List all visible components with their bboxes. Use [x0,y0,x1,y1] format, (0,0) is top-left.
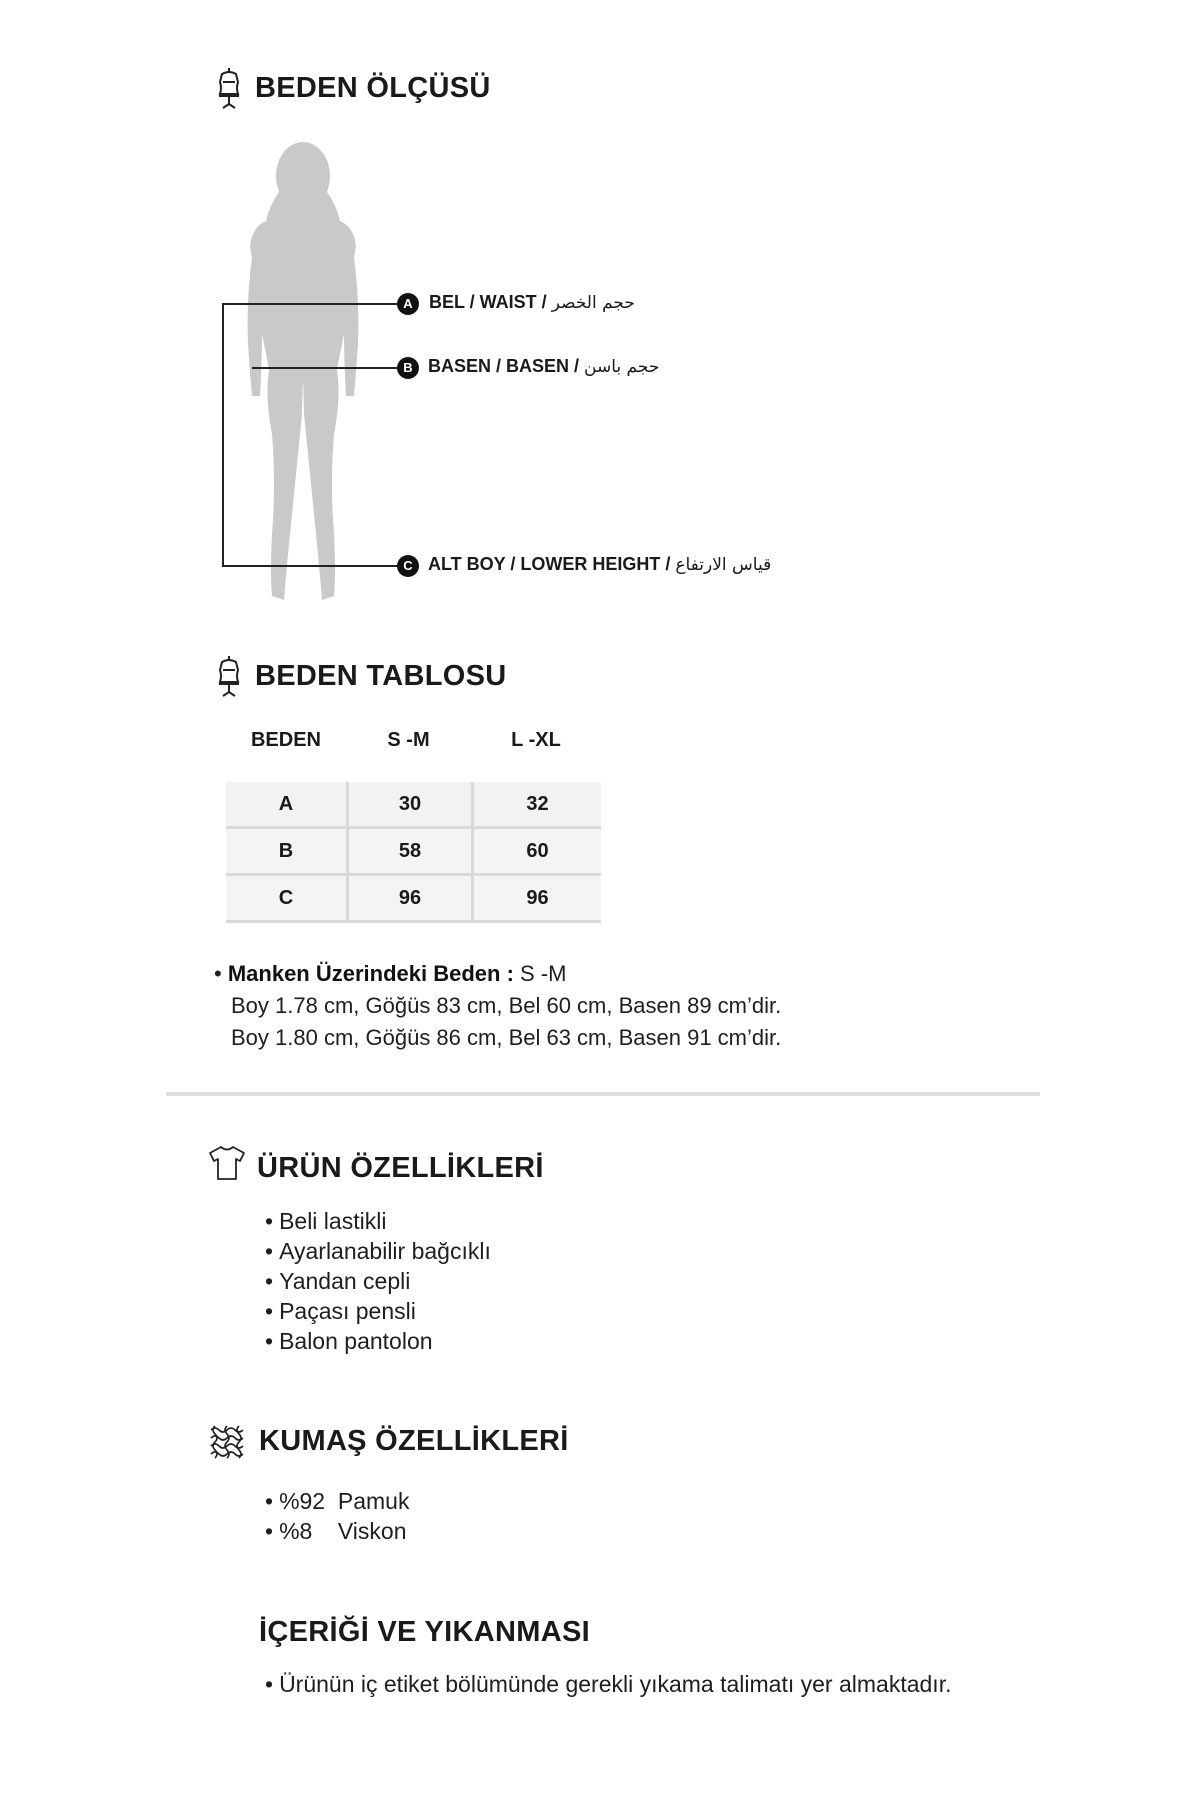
model-size-label: Manken Üzerindeki Beden : [227,961,514,986]
list-item: • %8 Viskon [265,1516,409,1546]
lower-height-label [428,554,771,575]
fabric-list [265,1486,409,1546]
hip-line [252,367,398,369]
table-header: L -XL [511,728,561,751]
marker-b: B [397,357,419,379]
size-table [226,710,601,923]
table-cell: A [226,782,346,829]
care-text: Ürünün iç etiket bölümünde gerekli yıkama talimatı yer almaktadır. [279,1671,952,1697]
size-table-container [226,710,601,923]
table-cell: B [226,829,346,876]
fabric-texture-icon [209,1424,247,1462]
table-cell: 96 [471,876,601,923]
list-item: • Paçası pensli [265,1296,491,1326]
table-row [226,829,601,876]
lower-height-line [222,565,398,567]
table-cell: 32 [471,782,601,829]
hip-label-arabic: حجم باسن [584,357,660,377]
size-table-title: BEDEN TABLOSU [255,660,507,692]
list-item: • Yandan cepli [265,1266,491,1296]
lower-height-label-text: ALT BOY / LOWER HEIGHT / [428,554,671,574]
list-item: • Beli lastikli [265,1206,491,1236]
waist-line [242,303,398,305]
table-row [226,876,601,923]
model-size-line: • Manken Üzerindeki Beden : S -M [214,961,567,986]
product-features-title: ÜRÜN ÖZELLİKLERİ [257,1152,544,1184]
hip-label [428,356,659,377]
table-cell: 58 [346,829,471,876]
hip-label-text: BASEN / BASEN / [428,356,580,376]
size-guide-title: BEDEN ÖLÇÜSÜ [255,72,491,104]
table-cell: 96 [346,876,471,923]
measurement-bracket [222,303,224,565]
dress-form-icon [214,66,244,112]
waist-label-text: BEL / WAIST / [429,292,547,312]
tshirt-icon [208,1145,246,1181]
lower-height-label-arabic: قياس الارتفاع [675,555,772,575]
marker-c: C [397,555,419,577]
product-features-list [265,1206,491,1356]
table-row [226,782,601,829]
table-header: S -M [387,728,430,751]
list-item: • Ayarlanabilir bağcıklı [265,1236,491,1266]
list-item: • Balon pantolon [265,1326,491,1356]
table-cell: 60 [471,829,601,876]
table-cell: C [226,876,346,923]
table-header-row [226,710,601,770]
table-header: BEDEN [250,728,321,751]
care-title: İÇERİĞİ VE YIKANMASI [259,1616,590,1648]
fabric-title: KUMAŞ ÖZELLİKLERİ [259,1425,569,1457]
table-cell: 30 [346,782,471,829]
waist-label [429,292,635,313]
section-divider [166,1092,1040,1096]
model-measure-line: Boy 1.80 cm, Göğüs 86 cm, Bel 63 cm, Basen 91 cm’dir. [231,1025,782,1050]
waist-label-arabic: حجم الخصر [551,293,635,313]
marker-a: A [397,293,419,315]
dress-form-icon [214,654,244,700]
model-info [214,958,781,1054]
list-item: • %92 Pamuk [265,1486,409,1516]
care-instructions: • Ürünün iç etiket bölümünde gerekli yıkama talimatı yer almaktadır. [265,1671,952,1697]
model-measure-line: Boy 1.78 cm, Göğüs 83 cm, Bel 60 cm, Basen 89 cm’dir. [231,993,782,1018]
body-silhouette-figure [228,134,378,609]
model-size-value: S -M [513,961,567,986]
